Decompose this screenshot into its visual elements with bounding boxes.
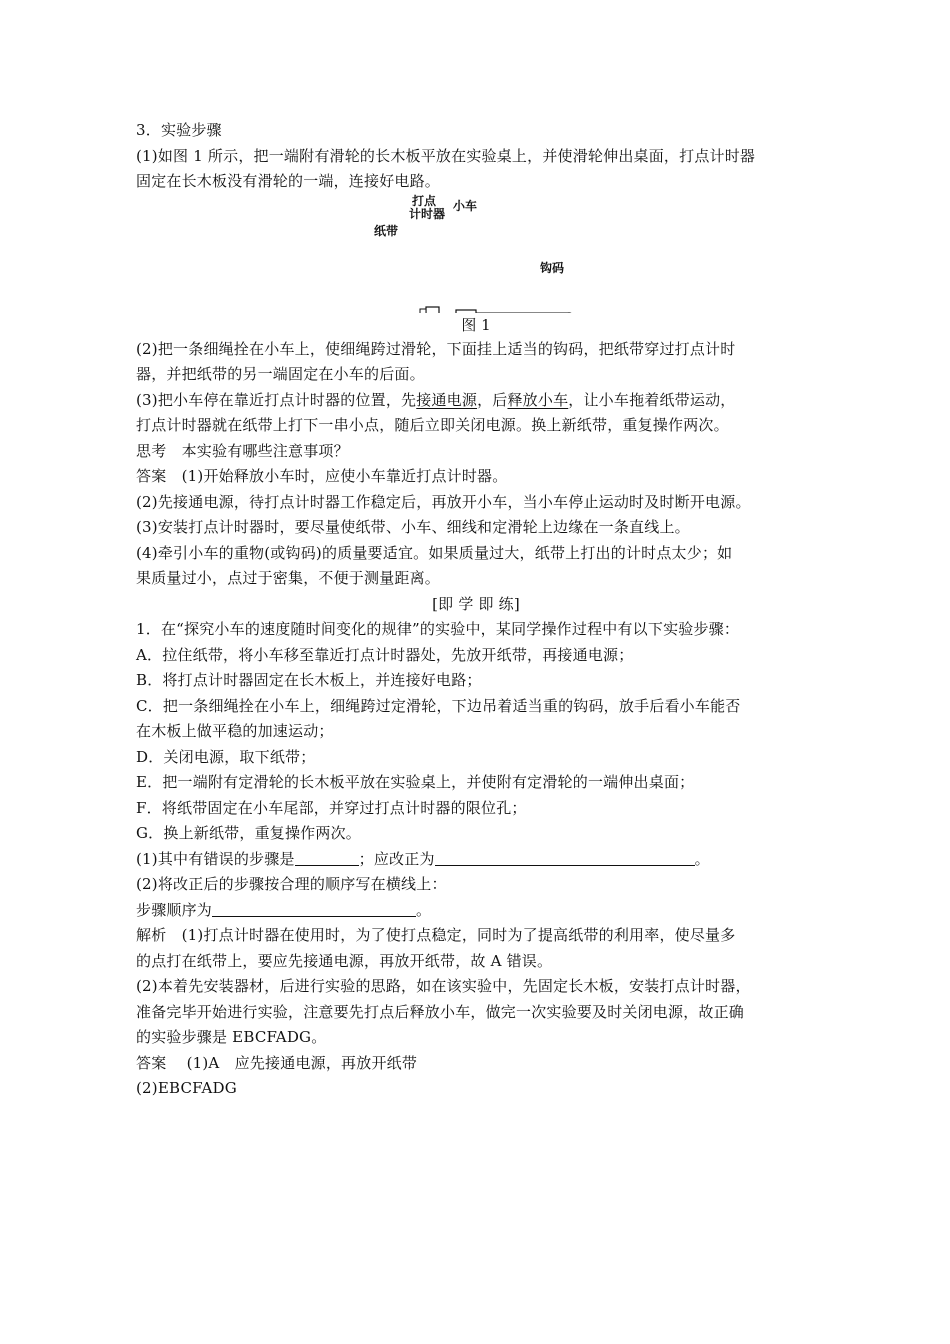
label-timer-line1: 打点 xyxy=(412,193,437,208)
option-d: D．关闭电源，取下纸带； xyxy=(136,747,316,766)
option-c-line-2: 在木板上做平稳的加速运动； xyxy=(136,722,334,740)
option-e: E．把一端附有定滑轮的长木板平放在实验桌上，并使附有定滑轮的一端伸出桌面； xyxy=(136,773,695,791)
step-3-text-c: ，让小车拖着纸带运动， xyxy=(568,390,736,409)
step-3-text-a: (3)把小车停在靠近打点计时器的位置，先 xyxy=(136,390,417,409)
sub-question-1-text-c: 。 xyxy=(694,849,710,868)
timer-box-inner xyxy=(420,309,426,313)
figure-1-caption: 图 1 xyxy=(461,315,491,334)
step-1-line-2: 固定在长木板没有滑轮的一端，连接好电路。 xyxy=(136,172,441,190)
sub-question-3-text-b: 。 xyxy=(416,900,432,919)
answer-2-line-2: (2)EBCFADG xyxy=(136,1079,237,1097)
sub-question-1 xyxy=(136,847,816,873)
step-1-line-1: (1)如图 1 所示，把一端附有滑轮的长木板平放在实验桌上，并使滑轮伸出桌面，打点计时器 xyxy=(136,146,756,165)
step-3-text-b: ，后 xyxy=(477,390,508,409)
analysis-line-5: 的实验步骤是 EBCFADG。 xyxy=(136,1028,327,1046)
sub-question-3 xyxy=(136,898,816,924)
label-cart: 小车 xyxy=(453,198,478,213)
step-2-line-1: (2)把一条细绳拴在小车上，使细绳跨过滑轮，下面挂上适当的钩码，把纸带穿过打点计时 xyxy=(136,339,736,358)
figure-1-diagram xyxy=(136,195,816,313)
underlined-connect-power: 接通电源 xyxy=(416,390,478,409)
answer-1-item-1: 答案 (1)开始释放小车时，应使小车靠近打点计时器。 xyxy=(136,467,508,485)
analysis-line-3: (2)本着先安装器材，后进行实验的思路，如在该实验中，先固定长木板，安装打点计时器， xyxy=(136,977,751,995)
practice-heading: [即 学 即 练] xyxy=(432,594,520,613)
think-question: 思考 本实验有哪些注意事项？ xyxy=(136,441,349,460)
sub-question-2: (2)将改正后的步骤按合理的顺序写在横线上： xyxy=(136,875,447,893)
sub-question-1-text-b: ；应改正为 xyxy=(358,849,435,868)
document-page xyxy=(136,118,816,1102)
answer-1-item-4-line-1: (4)牵引小车的重物(或钩码)的质量要适宜。如果质量过大，纸带上打出的计时点太少；如 xyxy=(136,543,733,562)
analysis-line-4: 准备完毕开始进行实验，注意要先打点后释放小车，做完一次实验要及时关闭电源，故正确 xyxy=(136,1002,745,1021)
sub-question-1-text-a: (1)其中有错误的步骤是 xyxy=(136,849,295,868)
answer-1-item-3: (3)安装打点计时器时，要尽量使纸带、小车、细线和定滑轮上边缘在一条直线上。 xyxy=(136,518,690,536)
step-2-line-2: 器，并把纸带的另一端固定在小车的后面。 xyxy=(136,365,425,383)
label-weight: 钩码 xyxy=(540,260,565,275)
step-3-line-2: 打点计时器就在纸带上打下一串小点，随后立即关闭电源。换上新纸带，重复操作两次。 xyxy=(136,416,729,434)
section-title: 3．实验步骤 xyxy=(136,121,222,139)
cart-body xyxy=(456,310,476,313)
step-3-line-1 xyxy=(136,388,816,414)
option-c-line-1: C．把一条细绳拴在小车上，细绳跨过定滑轮，下边吊着适当重的钩码，放手后看小车能否 xyxy=(136,696,741,715)
question-stem: 1．在“探究小车的速度随时间变化的规律”的实验中，某同学操作过程中有以下实验步骤： xyxy=(136,620,740,638)
timer-box xyxy=(426,307,439,313)
answer-blank-wrong-step[interactable] xyxy=(295,851,359,866)
answer-blank-correction[interactable] xyxy=(435,851,695,866)
answer-blank-step-order[interactable] xyxy=(212,902,416,917)
analysis-line-1: 解析 (1)打点计时器在使用时，为了使打点稳定，同时为了提高纸带的利用率，使尽量多 xyxy=(136,926,736,944)
answer-1-item-2: (2)先接通电源，待打点计时器工作稳定后，再放开小车，当小车停止运动时及时断开电源。 xyxy=(136,492,751,511)
option-b: B．将打点计时器固定在长木板上，并连接好电路； xyxy=(136,671,482,689)
option-a: A．拉住纸带，将小车移至靠近打点计时器处，先放开纸带，再接通电源； xyxy=(136,645,634,664)
option-g: G．换上新纸带，重复操作两次。 xyxy=(136,824,361,842)
underlined-release-cart: 释放小车 xyxy=(507,390,569,409)
analysis-line-2: 的点打在纸带上，要应先接通电源，再放开纸带，故 A 错误。 xyxy=(136,951,553,970)
answer-2-line-1: 答案 (1)A 应先接通电源，再放开纸带 xyxy=(136,1053,418,1072)
answer-1-item-4-line-2: 果质量过小，点过于密集，不便于测量距离。 xyxy=(136,569,441,587)
label-tape: 纸带 xyxy=(374,223,399,238)
option-f: F．将纸带固定在小车尾部，并穿过打点计时器的限位孔； xyxy=(136,798,527,817)
sub-question-3-text-a: 步骤顺序为 xyxy=(136,900,213,919)
label-timer-line2: 计时器 xyxy=(409,206,446,221)
